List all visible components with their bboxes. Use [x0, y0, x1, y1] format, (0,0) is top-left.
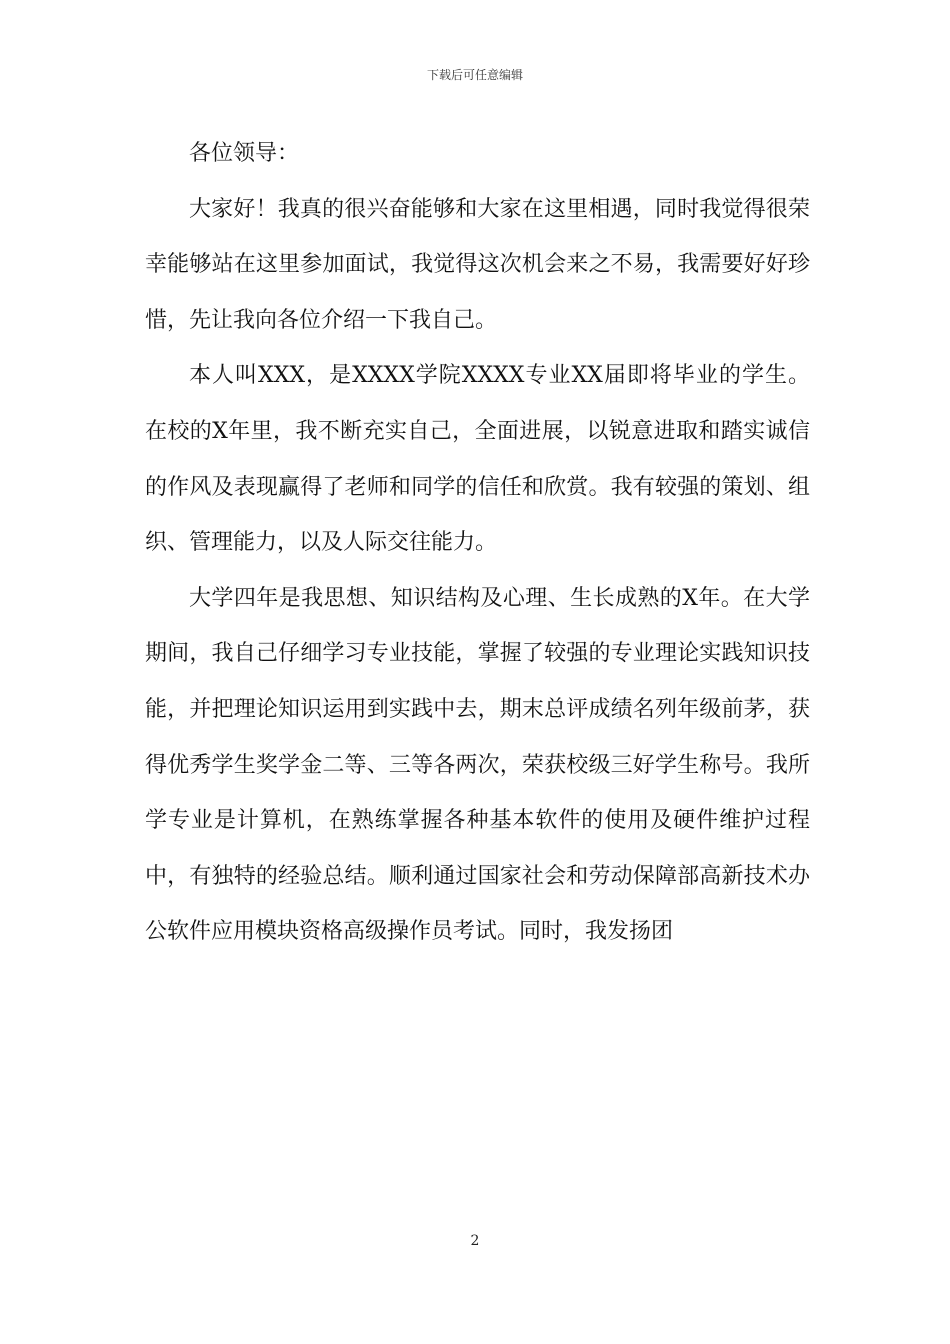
paragraph-greeting: 大家好！我真的很兴奋能够和大家在这里相遇，同时我觉得很荣幸能够站在这里参加面试，我觉得这次机会来之不易，我需要好好珍惜，先让我向各位介绍一下我自己。 — [145, 196, 810, 333]
paragraph-university-experience: 大学四年是我思想、知识结构及心理、生长成熟的X年。在大学期间，我自己仔细学习专业技能，掌握了较强的专业理论实践知识技能，并把理论知识运用到实践中去，期末总评成绩名列年级前茅，获得优秀学生奖学金二等、三等各两次，荣获校级三好学生称号。我所学专业是计算机，在熟练掌握各种基本软件的使用及硬件维护过程中，有独特的经验总结。顺利通过国家社会和劳动保障部高新技术办公软件应用模块资格高级操作员考试。同时，我发扬团 — [145, 585, 810, 945]
page-number: 2 — [470, 1233, 480, 1249]
page-header-note: 下载后可任意编辑 — [426, 68, 523, 82]
salutation: 各位领导： — [189, 141, 300, 166]
paragraph-introduction: 本人叫XXX，是XXXX学院XXXX专业XX届即将毕业的学生。在校的X年里，我不断充实自己，全面进展，以锐意进取和踏实诚信的作风及表现赢得了老师和同学的信任和欣赏。我有较强的策划、组织、管理能力，以及人际交往能力。 — [145, 363, 810, 556]
document-body — [145, 126, 810, 960]
